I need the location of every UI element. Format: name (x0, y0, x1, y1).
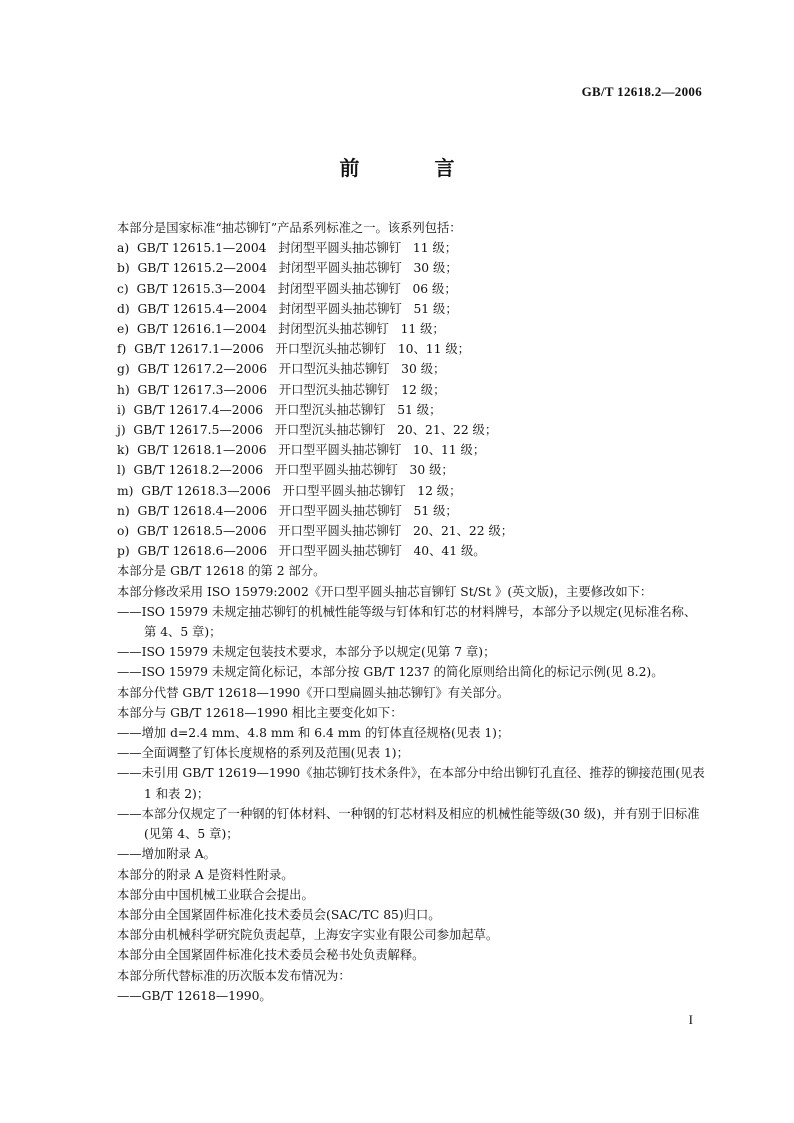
series-item: n) GB/T 12618.4—2006 开口型平圆头抽芯铆钉 51 级； (117, 503, 458, 518)
series-item: l) GB/T 12618.2—2006 开口型平圆头抽芯铆钉 30 级； (117, 463, 454, 478)
closing-statements (117, 865, 707, 986)
changes-list (117, 723, 707, 864)
foreword-body (117, 218, 707, 1006)
series-item: b) GB/T 12615.2—2004 封闭型平圆头抽芯铆钉 30 级； (117, 261, 458, 276)
change-item: ——本部分仅规定了一种钢的钉体材料、一种钢的钉芯材料及相应的机械性能等级(30 级)，并有别于旧标准(见第 4、5 章)； (117, 806, 700, 842)
closing-line: 本部分由全国紧固件标准化技术委员会秘书处负责解释。 (117, 948, 425, 963)
modification-item: ——ISO 15979 未规定抽芯铆钉的机械性能等级与钉体和钉芯的材料牌号，本部分予以规定(见标准名称、第 4、5 章)； (117, 604, 697, 640)
series-item: h) GB/T 12617.3—2006 开口型沉头抽芯铆钉 12 级； (117, 382, 446, 397)
series-item: a) GB/T 12615.1—2004 封闭型平圆头抽芯铆钉 11 级； (117, 241, 458, 256)
series-item: p) GB/T 12618.6—2006 开口型平圆头抽芯铆钉 40、41 级。 (117, 544, 486, 559)
intro-paragraph: 本部分是国家标准“抽芯铆钉”产品系列标准之一。该系列包括： (117, 221, 462, 235)
change-item: ——未引用 GB/T 12619—1990《抽芯铆钉技术条件》，在本部分中给出铆钉孔直径、推荐的铆接范围(见表 1 和表 2)； (117, 766, 705, 801)
change-item: ——增加附录 A。 (117, 847, 216, 862)
closing-line: 本部分的附录 A 是资料性附录。 (117, 867, 294, 882)
series-item: f) GB/T 12617.1—2006 开口型沉头抽芯铆钉 10、11 级； (117, 342, 470, 357)
series-item: d) GB/T 12615.4—2004 封闭型平圆头抽芯铆钉 51 级； (117, 301, 458, 316)
closing-line: 本部分由中国机械工业联合会提出。 (117, 887, 314, 902)
changes-intro: 本部分与 GB/T 12618—1990 相比主要变化如下： (117, 705, 403, 720)
closing-line: 本部分由机械科学研究院负责起草，上海安字实业有限公司参加起草。 (117, 928, 499, 943)
series-item: k) GB/T 12618.1—2006 开口型平圆头抽芯铆钉 10、11 级； (117, 443, 486, 458)
series-list (117, 238, 707, 561)
series-item: m) GB/T 12618.3—2006 开口型平圆头抽芯铆钉 12 级； (117, 483, 462, 498)
closing-line: 本部分所代替标准的历次版本发布情况为： (117, 968, 351, 983)
replaces-statement: 本部分代替 GB/T 12618—1990《开口型扁圆头抽芯铆钉》有关部分。 (117, 685, 510, 700)
modification-item: ——ISO 15979 未规定简化标记，本部分按 GB/T 1237 的简化原则给出简化的标记示例(见 8.2)。 (117, 665, 664, 680)
modification-list (117, 602, 707, 683)
standard-code: GB/T 12618.2—2006 (581, 84, 702, 99)
page-number: I (688, 1012, 693, 1027)
series-item: i) GB/T 12617.4—2006 开口型沉头抽芯铆钉 51 级； (117, 402, 442, 417)
closing-line: 本部分由全国紧固件标准化技术委员会(SAC/TC 85)归口。 (117, 907, 441, 922)
part-statement: 本部分是 GB/T 12618 的第 2 部分。 (117, 564, 326, 579)
change-item: ——全面调整了钉体长度规格的系列及范围(见表 1)； (117, 746, 409, 761)
modification-item: ——ISO 15979 未规定包装技术要求，本部分予以规定(见第 7 章)； (117, 645, 496, 660)
series-item: c) GB/T 12615.3—2004 封闭型平圆头抽芯铆钉 06 级； (117, 281, 457, 296)
series-item: o) GB/T 12618.5—2006 开口型平圆头抽芯铆钉 20、21、22 级； (117, 524, 514, 539)
modification-intro: 本部分修改采用 ISO 15979:2002《开口型平圆头抽芯盲铆钉 St/St 》(英文版)，主要修改如下： (117, 584, 653, 599)
series-item: e) GB/T 12616.1—2004 封闭型沉头抽芯铆钉 11 级； (117, 322, 445, 337)
page-title-text: 前 言 (339, 156, 489, 180)
history-item: ——GB/T 12618—1990。 (117, 988, 272, 1003)
series-item: j) GB/T 12617.5—2006 开口型沉头抽芯铆钉 20、21、22 级； (117, 423, 498, 438)
page-title (0, 152, 794, 181)
change-item: ——增加 d=2.4 mm、4.8 mm 和 6.4 mm 的钉体直径规格(见表 1)； (117, 726, 510, 741)
series-item: g) GB/T 12617.2—2006 开口型沉头抽芯铆钉 30 级； (117, 362, 446, 377)
